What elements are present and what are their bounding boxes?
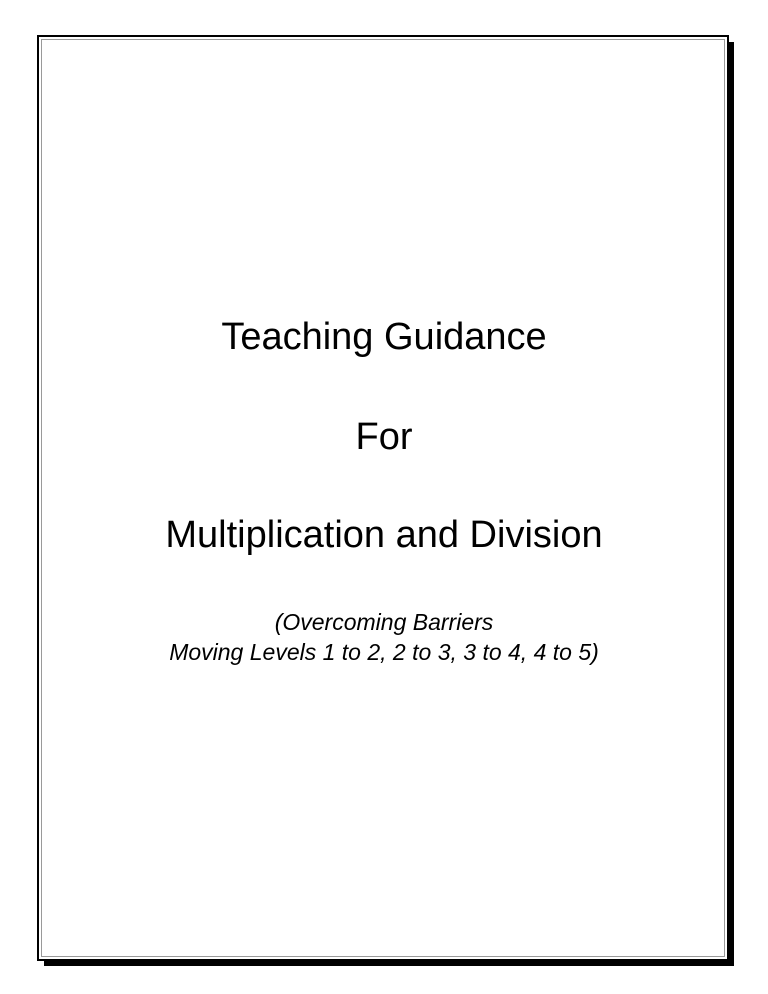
cover-frame-inner-border <box>41 39 725 957</box>
document-title-topic: Multiplication and Division <box>165 514 603 556</box>
document-title-connector: For <box>355 416 413 458</box>
document-subtitle-line-2: Moving Levels 1 to 2, 2 to 3, 3 to 4, 4 to 5) <box>169 639 599 665</box>
document-title: Teaching Guidance <box>221 316 547 358</box>
cover-frame <box>37 35 729 961</box>
document-subtitle-line-1: (Overcoming Barriers <box>274 609 494 635</box>
